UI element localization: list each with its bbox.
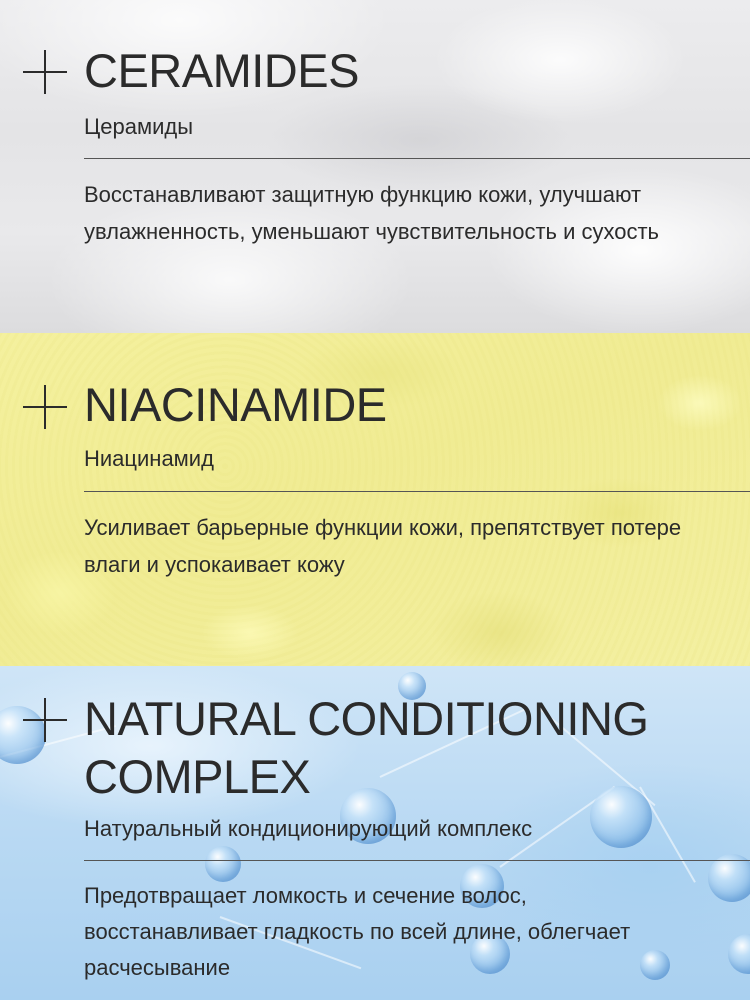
ingredient-section-natural-conditioning-complex <box>0 666 750 1000</box>
ingredient-subtitle: Церамиды <box>84 114 194 139</box>
divider <box>84 491 750 492</box>
ingredient-description: Предотвращает ломкость и сечение волос, восстанавливает гладкость по всей длине, облегчает расчесывание <box>84 883 631 980</box>
bubble-decoration <box>205 846 241 882</box>
ingredient-description: Усиливает барьерные функции кожи, препятствует потере влаги и успокаивает кожу <box>84 515 682 577</box>
bubble-decoration <box>708 854 750 902</box>
ingredient-title: CERAMIDES <box>84 44 359 97</box>
plus-icon <box>23 385 67 429</box>
divider <box>84 860 750 861</box>
ingredient-title: NIACINAMIDE <box>84 378 387 431</box>
plus-icon <box>23 50 67 94</box>
divider <box>84 158 750 159</box>
ingredient-section-niacinamide <box>0 333 750 666</box>
ingredient-subtitle: Натуральный кондиционирующий комплекс <box>84 816 533 841</box>
ingredient-subtitle: Ниацинамид <box>84 446 214 471</box>
ingredient-section-ceramides <box>0 0 750 333</box>
bubble-decoration <box>728 934 750 974</box>
plus-icon <box>23 698 67 742</box>
ingredient-description: Восстанавливают защитную функцию кожи, улучшают увлажненность, уменьшают чувствительность и сухость <box>84 182 660 244</box>
ingredient-title: NATURAL CONDITIONING COMPLEX <box>84 692 649 803</box>
